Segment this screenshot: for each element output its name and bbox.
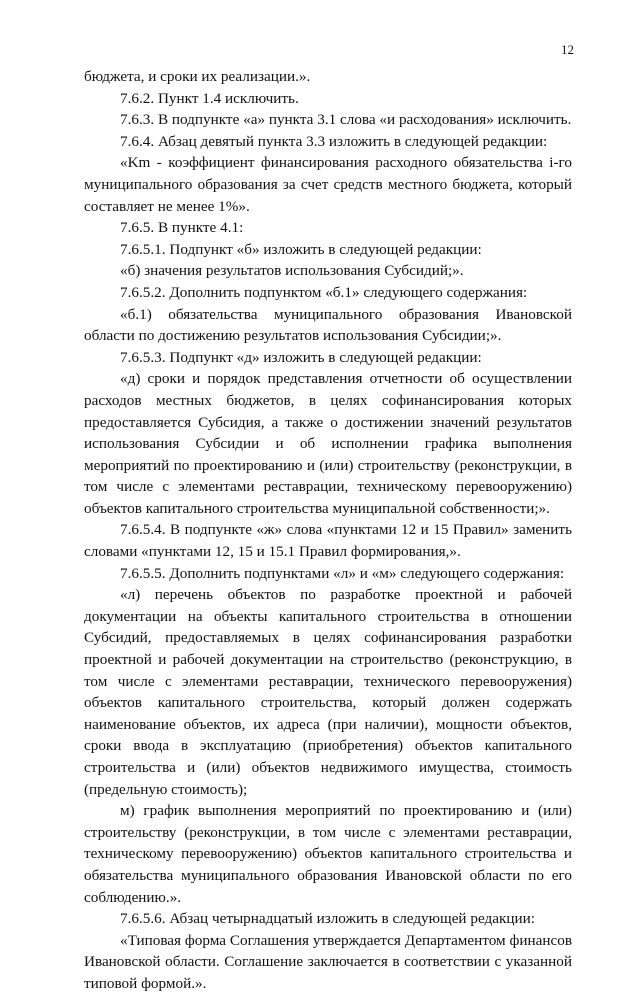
- document-body: [84, 66, 572, 995]
- page-number: 12: [561, 42, 574, 57]
- paragraph: 7.6.3. В подпункте «а» пункта 3.1 слова «и расходования» исключить.: [120, 111, 572, 129]
- paragraph: «б.1) обязательства муниципального образования Ивановской области по достижению результатов использования Субсидии;».: [84, 305, 572, 345]
- paragraph: «Типовая форма Соглашения утверждается Департаментом финансов Ивановской области. Соглашение заключается в соответствии с указанной типовой формой.».: [84, 931, 572, 992]
- paragraph: «л) перечень объектов по разработке проектной и рабочей документации на объекты капитального строительства в отношении Субсидий, предоставляемых в целях софинансирования разработки проектной и рабочей документации на строительство (реконструкцию, в том числе с элементами реставрации, технического перевооружения) объектов капитального строительства, который должен содержать наименование объектов, их адреса (при наличии), мощности объектов, сроки ввода в эксплуатацию (приобретения) объектов капитального строительства и (или) объектов недвижимого имущества, стоимость (предельную стоимость);: [84, 586, 572, 798]
- paragraph: 7.6.5.5. Дополнить подпунктами «л» и «м» следующего содержания:: [120, 564, 565, 582]
- paragraph: 7.6.4. Абзац девятый пункта 3.3 изложить в следующей редакции:: [120, 132, 548, 150]
- paragraph: 7.6.5. В пункте 4.1:: [120, 219, 244, 237]
- paragraph: м) график выполнения мероприятий по проектированию и (или) строительству (реконструкции, в том числе с элементами реставрации, техническому перевооружению) объектов капитального строительства и обязательства муниципального образования Ивановской области по его соблюдению.».: [84, 802, 572, 906]
- paragraph: 7.6.5.2. Дополнить подпунктом «б.1» следующего содержания:: [120, 283, 528, 301]
- paragraph: «д) сроки и порядок представления отчетности об осуществлении расходов местных бюджетов, в целях софинансирования которых предоставляется Субсидия, а также о достижении значений результатов использования Субсидии и об исполнении графика выполнения мероприятий по проектированию и (или) строительству (реконструкции, в том числе с элементами реставрации, техническому перевооружению) объектов капитального строительства муниципальной собственности;».: [84, 370, 572, 517]
- paragraph: 7.6.5.6. Абзац четырнадцатый изложить в следующей редакции:: [120, 910, 535, 928]
- paragraph: 7.6.2. Пункт 1.4 исключить.: [120, 89, 299, 107]
- paragraph: бюджета, и сроки их реализации.».: [84, 68, 311, 85]
- paragraph: 7.6.5.4. В подпункте «ж» слова «пунктами 12 и 15 Правил» заменить словами «пунктами 12, 15 и 15.1 Правил формирования,».: [84, 521, 572, 561]
- paragraph: 7.6.5.1. Подпункт «б» изложить в следующей редакции:: [120, 240, 482, 258]
- paragraph: 7.6.5.3. Подпункт «д» изложить в следующей редакции:: [120, 348, 482, 366]
- paragraph: «б) значения результатов использования Субсидий;».: [120, 262, 464, 280]
- paragraph: «Km - коэффициент финансирования расходного обязательства i-го муниципального образования за счет средств местного бюджета, который составляет не менее 1%».: [84, 154, 572, 215]
